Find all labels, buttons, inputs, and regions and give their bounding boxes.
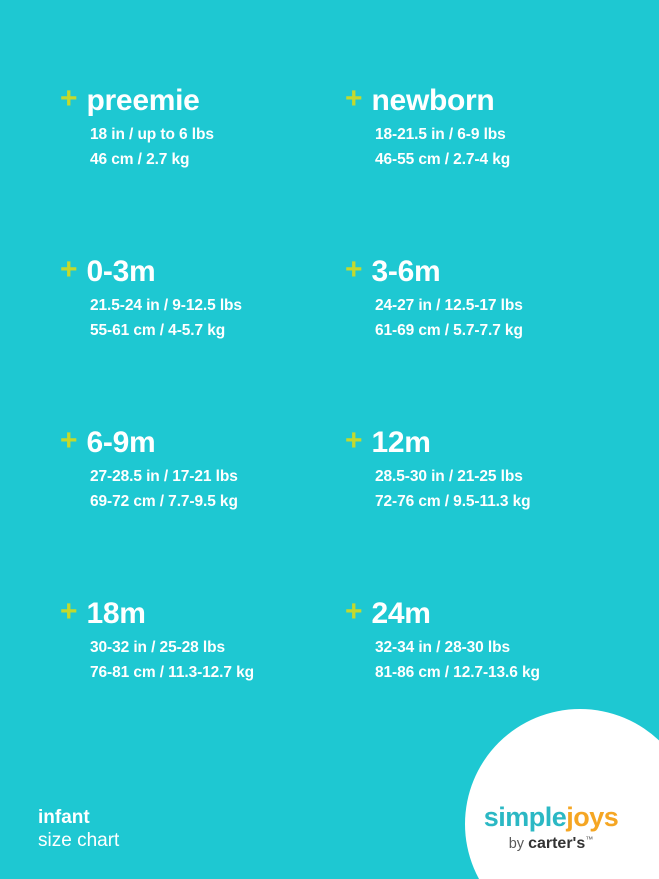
size-metric: 46 cm / 2.7 kg: [90, 151, 190, 169]
size-measurements: [375, 122, 620, 172]
size-label: newborn: [371, 84, 495, 117]
size-measurements: [90, 635, 345, 685]
size-metric: 61-69 cm / 5.7-7.7 kg: [375, 322, 523, 340]
size-label: 24m: [371, 597, 431, 630]
size-imperial: 32-34 in / 28-30 lbs: [375, 639, 510, 656]
size-metric: 81-86 cm / 12.7-13.6 kg: [375, 664, 540, 682]
size-label: 12m: [371, 426, 431, 459]
size-label: 18m: [86, 597, 146, 630]
brand-logo: [461, 804, 641, 853]
brand-byline-name: carter's: [528, 835, 586, 852]
size-label: preemie: [86, 84, 200, 117]
footer-title-secondary: size chart: [38, 830, 120, 852]
size-measurements: [90, 293, 345, 343]
size-metric: 72-76 cm / 9.5-11.3 kg: [375, 493, 531, 511]
brand-logo-wordmark: [461, 804, 641, 831]
size-heading: [345, 82, 620, 117]
size-heading: [60, 253, 345, 288]
size-imperial: 28.5-30 in / 21-25 lbs: [375, 468, 523, 485]
size-heading: [345, 253, 620, 288]
size-heading: [60, 82, 345, 117]
size-measurements: [90, 464, 345, 514]
size-label: 6-9m: [86, 426, 156, 459]
plus-icon: +: [60, 82, 78, 115]
brand-byline-prefix: by: [508, 836, 529, 852]
size-measurements: [90, 122, 345, 172]
size-cell-preemie: [60, 82, 345, 257]
size-label: 3-6m: [371, 255, 441, 288]
size-imperial: 18-21.5 in / 6-9 lbs: [375, 126, 506, 143]
size-cell-6-9m: [60, 424, 345, 599]
size-measurements: [375, 464, 620, 514]
size-heading: [345, 595, 620, 630]
footer-title: [38, 806, 119, 854]
brand-byline: [461, 835, 641, 853]
size-cell-0-3m: [60, 253, 345, 428]
plus-icon: +: [60, 253, 78, 286]
plus-icon: +: [60, 595, 78, 628]
size-grid: [60, 82, 620, 770]
plus-icon: +: [345, 424, 363, 457]
size-heading: [60, 595, 345, 630]
trademark-icon: ™: [585, 835, 594, 845]
size-imperial: 18 in / up to 6 lbs: [90, 126, 214, 143]
size-measurements: [375, 635, 620, 685]
size-label: 0-3m: [86, 255, 156, 288]
size-heading: [60, 424, 345, 459]
size-cell-3-6m: [345, 253, 620, 428]
plus-icon: +: [345, 595, 363, 628]
brand-word-simple: simple: [483, 802, 567, 832]
size-metric: 69-72 cm / 7.7-9.5 kg: [90, 493, 238, 511]
footer-title-primary: infant: [38, 806, 90, 828]
size-imperial: 27-28.5 in / 17-21 lbs: [90, 468, 238, 485]
size-metric: 76-81 cm / 11.3-12.7 kg: [90, 664, 255, 682]
size-cell-newborn: [345, 82, 620, 257]
size-heading: [345, 424, 620, 459]
size-metric: 46-55 cm / 2.7-4 kg: [375, 151, 511, 169]
brand-word-joys: joys: [566, 802, 619, 832]
size-imperial: 21.5-24 in / 9-12.5 lbs: [90, 297, 242, 314]
size-metric: 55-61 cm / 4-5.7 kg: [90, 322, 226, 340]
size-cell-18m: [60, 595, 345, 770]
plus-icon: +: [345, 82, 363, 115]
size-cell-12m: [345, 424, 620, 599]
plus-icon: +: [345, 253, 363, 286]
size-measurements: [375, 293, 620, 343]
plus-icon: +: [60, 424, 78, 457]
size-imperial: 24-27 in / 12.5-17 lbs: [375, 297, 523, 314]
size-imperial: 30-32 in / 25-28 lbs: [90, 639, 225, 656]
